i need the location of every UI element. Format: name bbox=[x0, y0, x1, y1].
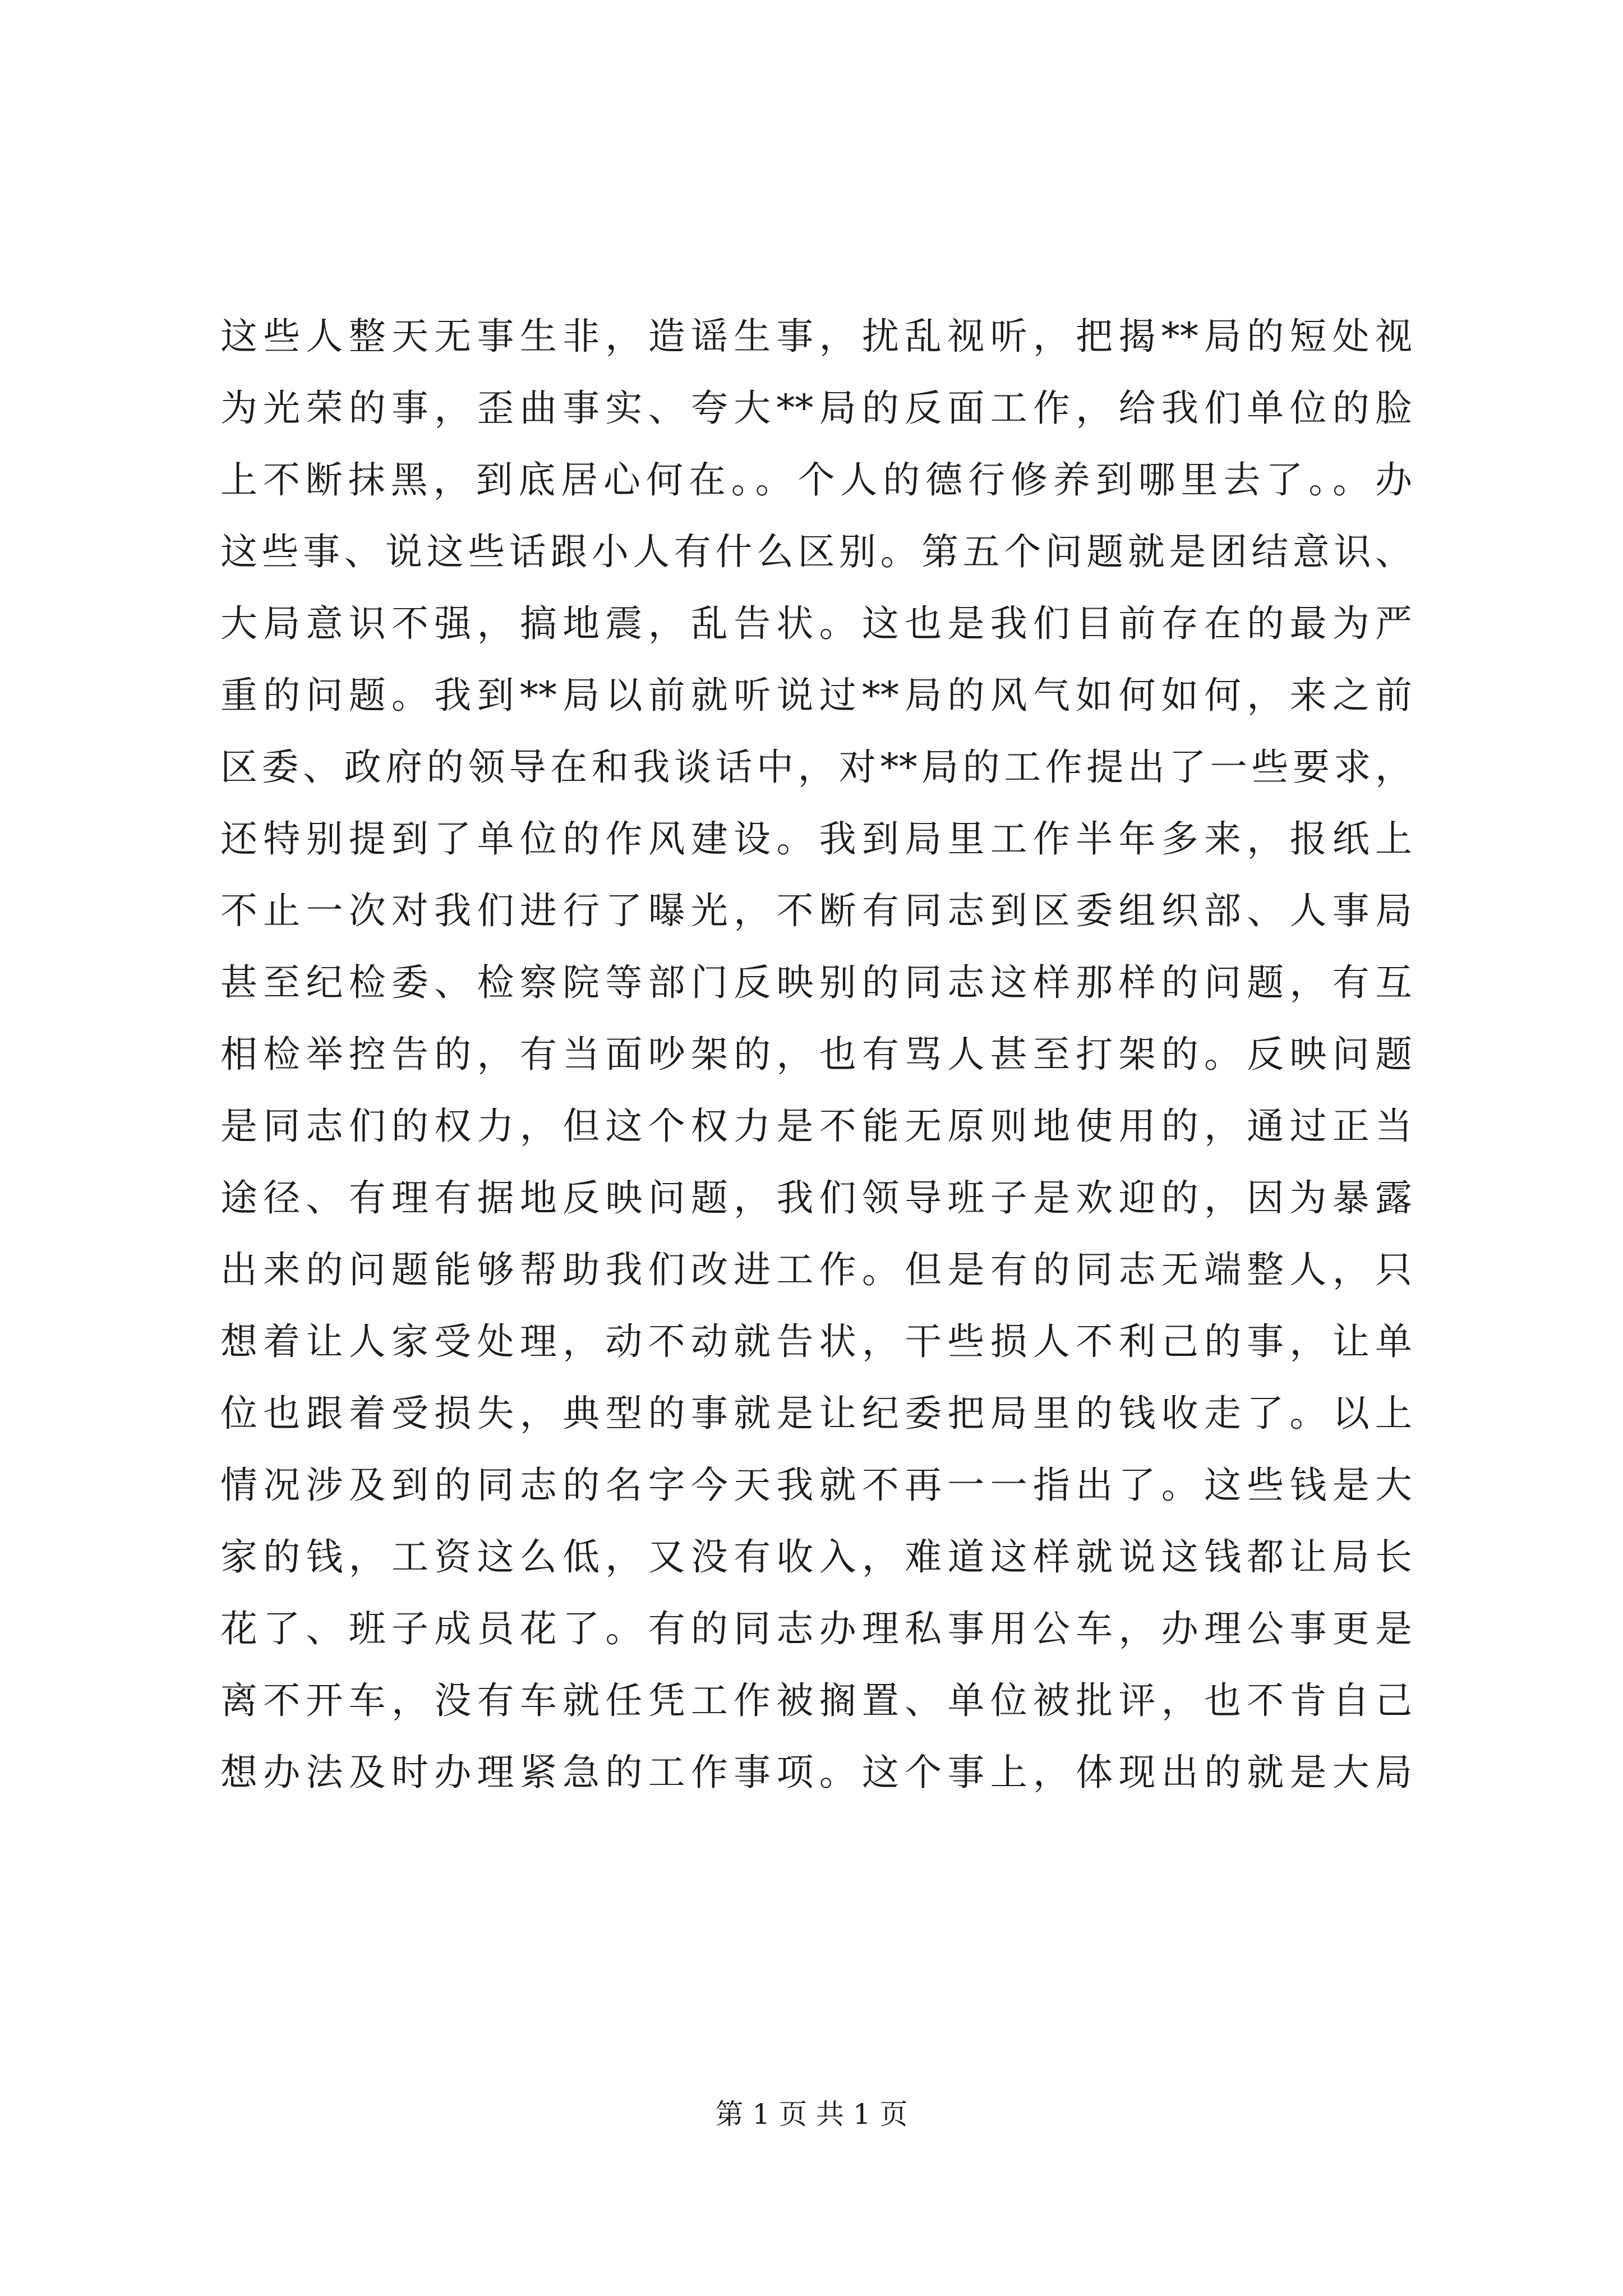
body-text-line: 离不开车，没有车就任凭工作被搁置、单位被批评，也不肯自己 bbox=[220, 1679, 1412, 1722]
body-text-line: 相检举控告的，有当面吵架的，也有骂人甚至打架的。反映问题 bbox=[220, 1033, 1412, 1076]
body-text-line: 是同志们的权力，但这个权力是不能无原则地使用的，通过正当 bbox=[220, 1105, 1412, 1148]
body-text-line: 区委、政府的领导在和我谈话中，对**局的工作提出了一些要求， bbox=[220, 746, 1412, 789]
body-text-line: 上不断抹黑，到底居心何在。。个人的德行修养到哪里去了。。办 bbox=[220, 458, 1412, 501]
body-text-line: 甚至纪检委、检察院等部门反映别的同志这样那样的问题，有互 bbox=[220, 961, 1412, 1004]
body-text-line: 家的钱，工资这么低，又没有收入，难道这样就说这钱都让局长 bbox=[220, 1535, 1412, 1579]
body-text-line: 想着让人家受处理，动不动就告状，干些损人不利己的事，让单 bbox=[220, 1320, 1412, 1363]
body-text-line: 为光荣的事，歪曲事实、夸大**局的反面工作，给我们单位的脸 bbox=[220, 386, 1412, 430]
body-text-line: 重的问题。我到**局以前就听说过**局的风气如何如何，来之前 bbox=[220, 674, 1412, 717]
page-number-footer: 第 1 页 共 1 页 bbox=[715, 2098, 908, 2131]
body-text-line: 位也跟着受损失，典型的事就是让纪委把局里的钱收走了。以上 bbox=[220, 1392, 1412, 1435]
body-text-line: 不止一次对我们进行了曝光，不断有同志到区委组织部、人事局 bbox=[220, 889, 1412, 932]
body-text-line: 情况涉及到的同志的名字今天我就不再一一指出了。这些钱是大 bbox=[220, 1464, 1412, 1507]
body-text-line: 出来的问题能够帮助我们改进工作。但是有的同志无端整人，只 bbox=[220, 1248, 1412, 1291]
body-text-line: 还特别提到了单位的作风建设。我到局里工作半年多来，报纸上 bbox=[220, 817, 1412, 861]
body-text-line: 这些事、说这些话跟小人有什么区别。第五个问题就是团结意识、 bbox=[220, 530, 1412, 573]
body-text-line: 想办法及时办理紧急的工作事项。这个事上，体现出的就是大局 bbox=[220, 1751, 1412, 1794]
body-text-line: 大局意识不强，搞地震，乱告状。这也是我们目前存在的最为严 bbox=[220, 602, 1412, 645]
body-text-line: 途径、有理有据地反映问题，我们领导班子是欢迎的，因为暴露 bbox=[220, 1176, 1412, 1220]
body-text-line: 花了、班子成员花了。有的同志办理私事用公车，办理公事更是 bbox=[220, 1607, 1412, 1650]
body-text-line: 这些人整天无事生非，造谣生事，扰乱视听，把揭**局的短处视 bbox=[220, 315, 1412, 358]
